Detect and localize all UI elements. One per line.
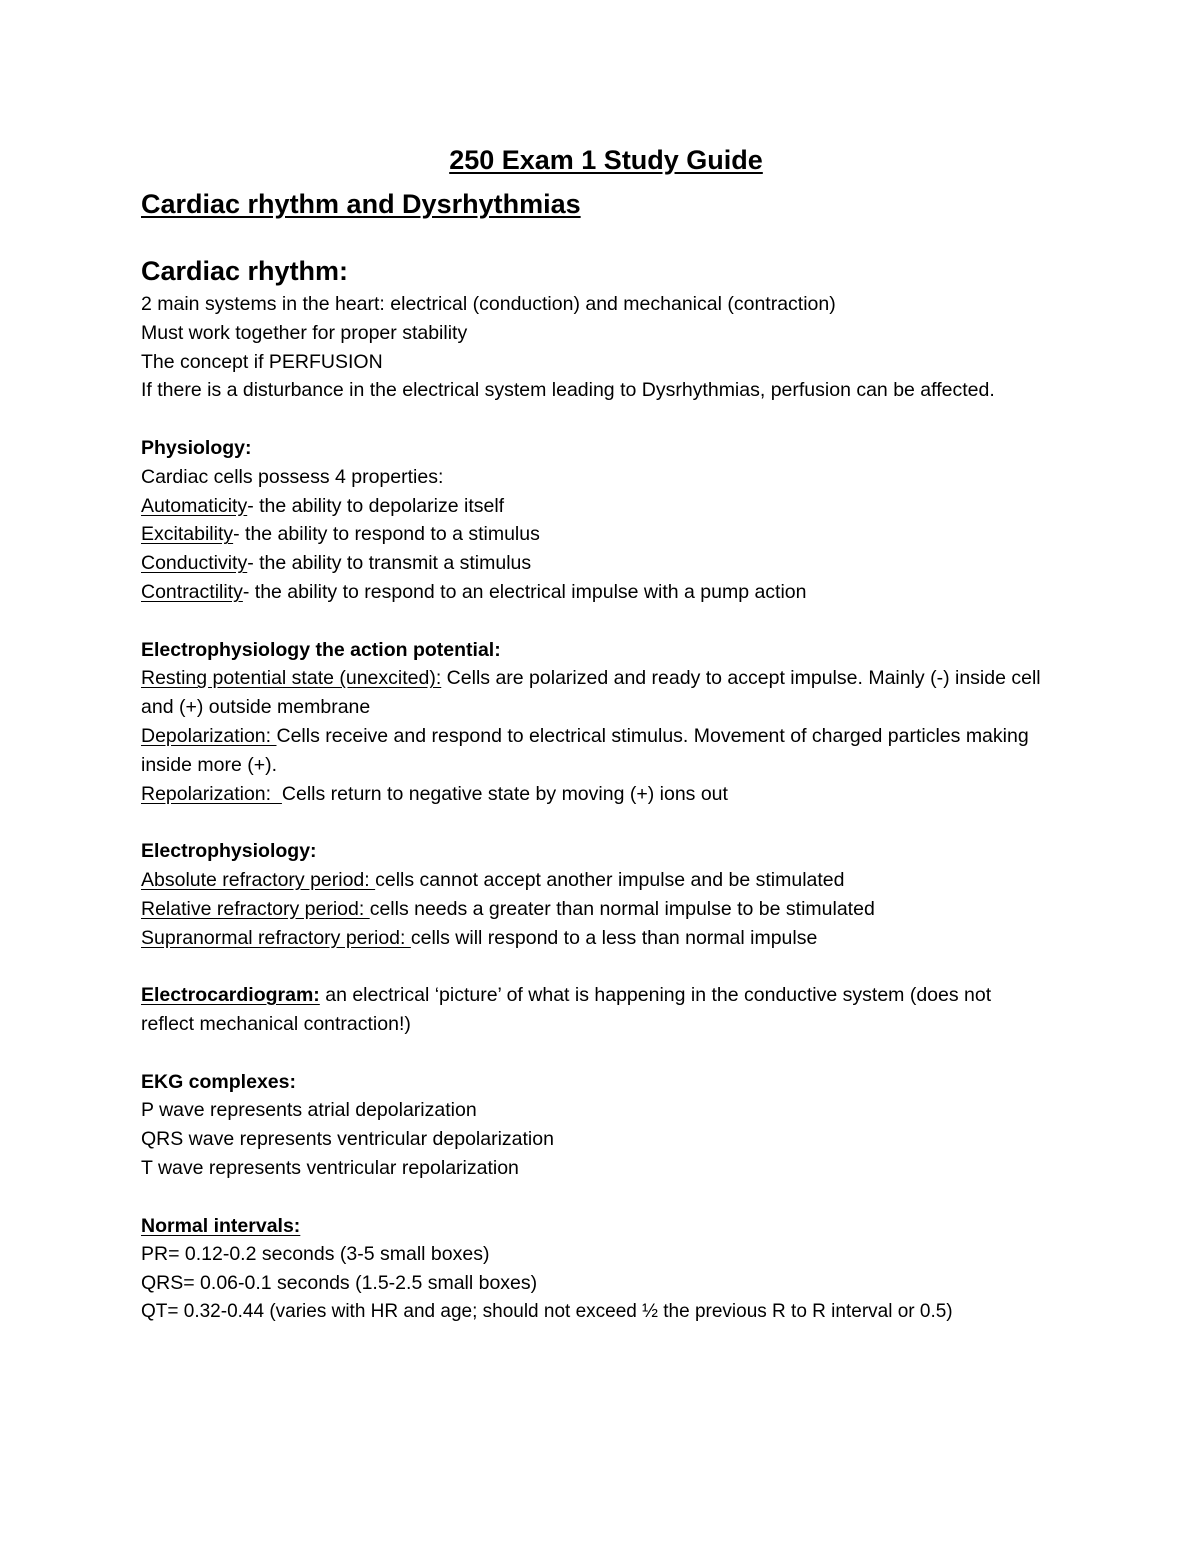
definition: Cells return to negative state by moving (+) ions out bbox=[281, 782, 728, 805]
action-potential-item bbox=[141, 664, 1046, 722]
intervals-heading: Normal intervals: bbox=[141, 1214, 301, 1237]
term: Resting potential state (unexcited): bbox=[141, 667, 442, 690]
interval-line: PR= 0.12-0.2 seconds (3-5 small boxes) bbox=[141, 1243, 490, 1266]
term: Electrocardiogram: bbox=[141, 984, 320, 1007]
term: Excitability bbox=[141, 523, 234, 546]
interval-line: QT= 0.32-0.44 (varies with HR and age; should not exceed ½ the previous R to R interval or 0.5) bbox=[141, 1300, 953, 1322]
definition: - the ability to transmit a stimulus bbox=[247, 552, 532, 575]
action-potential-item bbox=[141, 780, 1071, 809]
term: Automaticity bbox=[141, 494, 248, 517]
definition: cells cannot accept another impulse and be stimulated bbox=[375, 868, 845, 891]
term: Supranormal refractory period: bbox=[141, 926, 411, 949]
electrophysiology-item bbox=[141, 924, 1071, 953]
term: Conductivity bbox=[141, 552, 248, 575]
ekg-heading: EKG complexes: bbox=[141, 1070, 296, 1093]
physiology-item bbox=[141, 520, 1071, 549]
definition: cells will respond to a less than normal impulse bbox=[410, 926, 818, 949]
term: Contractility bbox=[141, 580, 243, 603]
cardiac-rhythm-line: 2 main systems in the heart: electrical (conduction) and mechanical (contraction) bbox=[141, 293, 836, 315]
document-title: 250 Exam 1 Study Guide bbox=[449, 145, 763, 175]
electrophysiology-item bbox=[141, 895, 1071, 924]
document-page bbox=[141, 140, 1071, 1327]
definition: Cells are polarized and ready to accept impulse. Mainly (-) inside cell and (+) outside membrane bbox=[141, 667, 1041, 719]
electrocardiogram-definition bbox=[141, 981, 1046, 1039]
definition: an electrical ‘picture’ of what is happening in the conductive system (does not reflect mechanical contraction!) bbox=[141, 984, 992, 1035]
cardiac-rhythm-line: Must work together for proper stability bbox=[141, 321, 468, 344]
definition: - the ability to respond to a stimulus bbox=[233, 523, 540, 546]
term: Depolarization: bbox=[141, 724, 277, 747]
electrophysiology-item bbox=[141, 866, 1071, 895]
physiology-item bbox=[141, 578, 1071, 607]
definition: - the ability to depolarize itself bbox=[247, 494, 505, 517]
definition: Cells receive and respond to electrical stimulus. Movement of charged particles making inside more (+). bbox=[141, 724, 1029, 776]
physiology-item bbox=[141, 492, 1071, 521]
definition: - the ability to respond to an electrical impulse with a pump action bbox=[242, 580, 807, 603]
physiology-intro: Cardiac cells possess 4 properties: bbox=[141, 465, 444, 488]
definition: cells needs a greater than normal impulse to be stimulated bbox=[369, 897, 875, 920]
action-potential-item bbox=[141, 722, 1056, 780]
cardiac-rhythm-line: If there is a disturbance in the electrical system leading to Dysrhythmias, perfusion can be affected. bbox=[141, 379, 995, 402]
ekg-line: T wave represents ventricular repolarization bbox=[141, 1156, 519, 1179]
cardiac-rhythm-heading: Cardiac rhythm: bbox=[141, 256, 349, 286]
term: Relative refractory period: bbox=[141, 897, 370, 920]
physiology-item bbox=[141, 549, 1071, 578]
action-potential-heading: Electrophysiology the action potential: bbox=[141, 638, 501, 661]
electrophysiology-heading: Electrophysiology: bbox=[141, 840, 317, 863]
interval-line: QRS= 0.06-0.1 seconds (1.5-2.5 small boxes) bbox=[141, 1272, 538, 1295]
term: Absolute refractory period: bbox=[141, 868, 376, 891]
ekg-line: QRS wave represents ventricular depolarization bbox=[141, 1128, 554, 1151]
term: Repolarization: bbox=[141, 782, 282, 805]
cardiac-rhythm-line: The concept if PERFUSION bbox=[141, 350, 383, 373]
document-subtitle: Cardiac rhythm and Dysrhythmias bbox=[141, 189, 581, 219]
ekg-line: P wave represents atrial depolarization bbox=[141, 1099, 477, 1122]
physiology-heading: Physiology: bbox=[141, 436, 252, 459]
